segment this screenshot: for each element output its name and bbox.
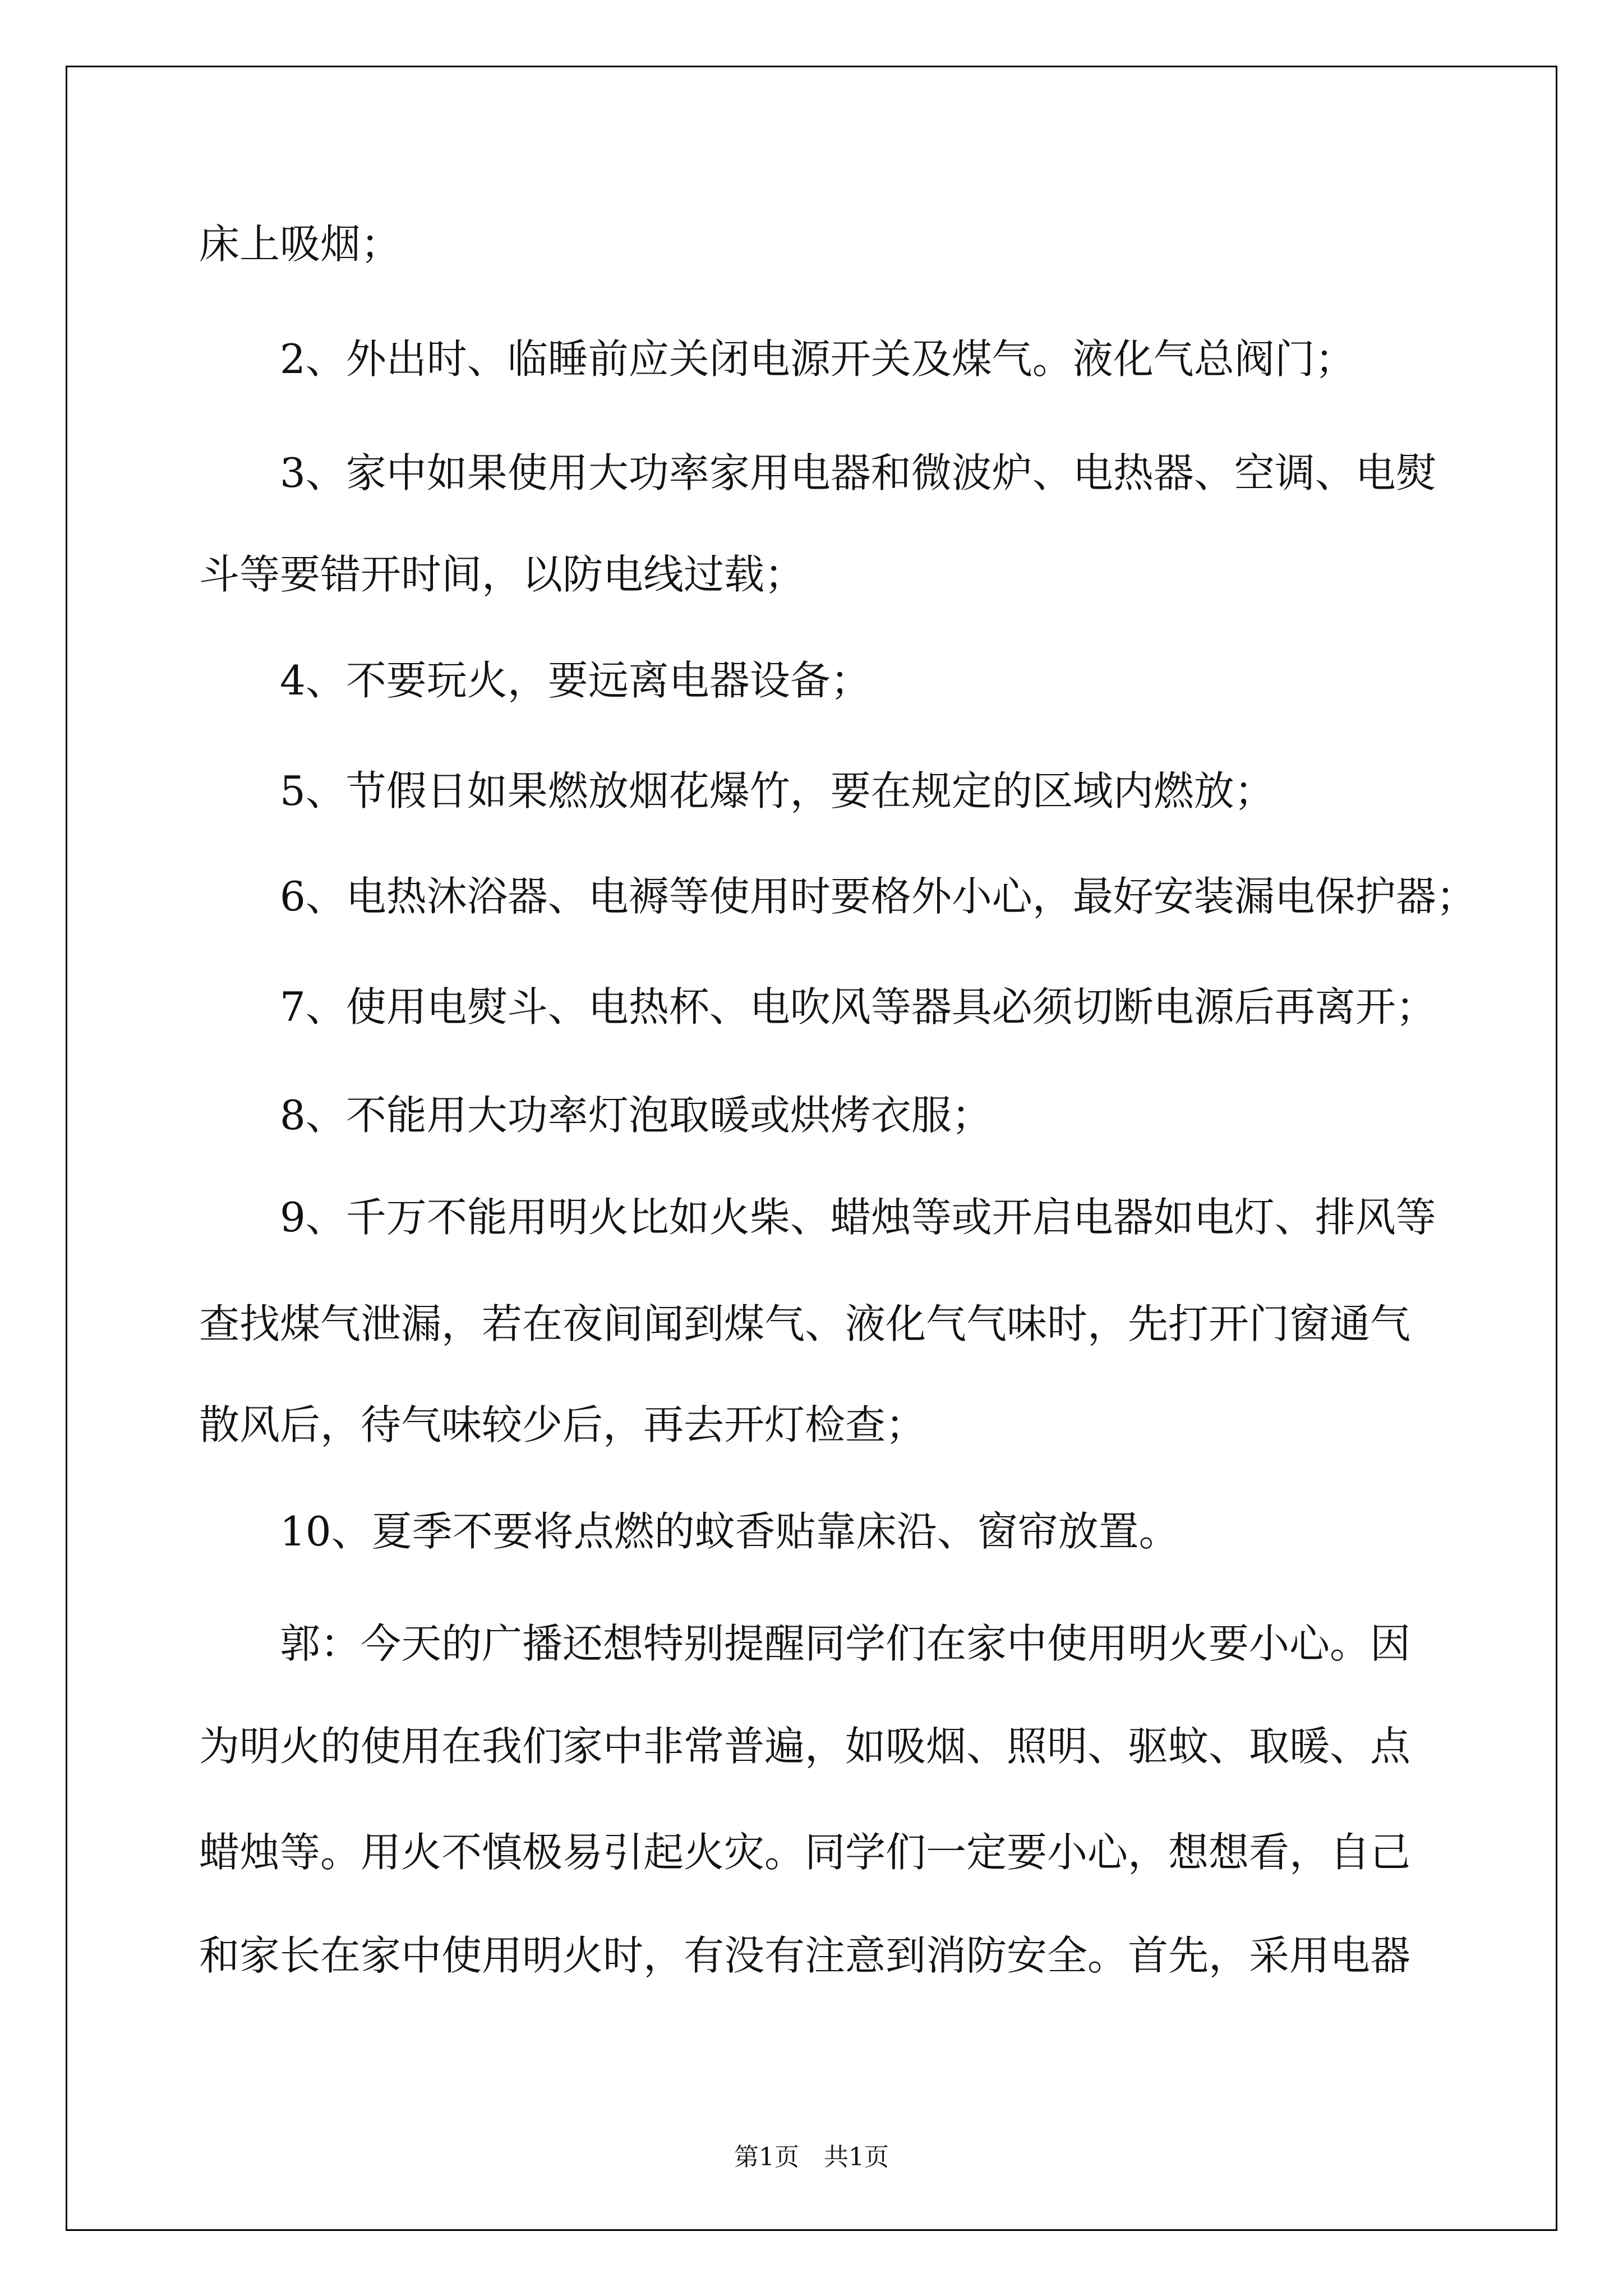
- text-line: 2、外出时、临睡前应关闭电源开关及煤气。液化气总阀门；: [199, 335, 1355, 383]
- text-line: 和家长在家中使用明火时，有没有注意到消防安全。首先，采用电器: [199, 1932, 1411, 1979]
- text-line: 10、夏季不要将点燃的蚊香贴靠床沿、窗帘放置。: [199, 1508, 1179, 1555]
- text-line: 8、不能用大功率灯泡取暖或烘烤衣服；: [199, 1092, 992, 1139]
- text-line: 9、千万不能用明火比如火柴、蜡烛等或开启电器如电灯、排风等: [199, 1194, 1436, 1241]
- text-line: 斗等要错开时间，以防电线过载；: [199, 551, 805, 598]
- text-line: 郭：今天的广播还想特别提醒同学们在家中使用明火要小心。因: [199, 1620, 1411, 1667]
- text-line: 7、使用电熨斗、电热杯、电吹风等器具必须切断电源后再离开；: [199, 983, 1436, 1030]
- page-number: 第1页 共1页: [734, 2143, 889, 2171]
- page-border: [66, 66, 1557, 2231]
- text-line: 6、电热沐浴器、电褥等使用时要格外小心，最好安装漏电保护器；: [199, 873, 1477, 920]
- text-line: 床上吸烟；: [199, 220, 402, 268]
- text-line: 3、家中如果使用大功率家用电器和微波炉、电热器、空调、电熨: [199, 449, 1436, 496]
- text-line: 散风后，待气味较少后，再去开灯检查；: [199, 1401, 926, 1448]
- text-line: 为明火的使用在我们家中非常普遍，如吸烟、照明、驱蚊、取暖、点: [199, 1723, 1411, 1770]
- text-line: 4、不要玩火，要远离电器设备；: [199, 657, 871, 704]
- text-line: 查找煤气泄漏，若在夜间闻到煤气、液化气气味时，先打开门窗通气: [199, 1300, 1411, 1347]
- text-line: 蜡烛等。用火不慎极易引起火灾。同学们一定要小心，想想看，自己: [199, 1829, 1411, 1876]
- text-line: 5、节假日如果燃放烟花爆竹，要在规定的区域内燃放；: [199, 767, 1275, 815]
